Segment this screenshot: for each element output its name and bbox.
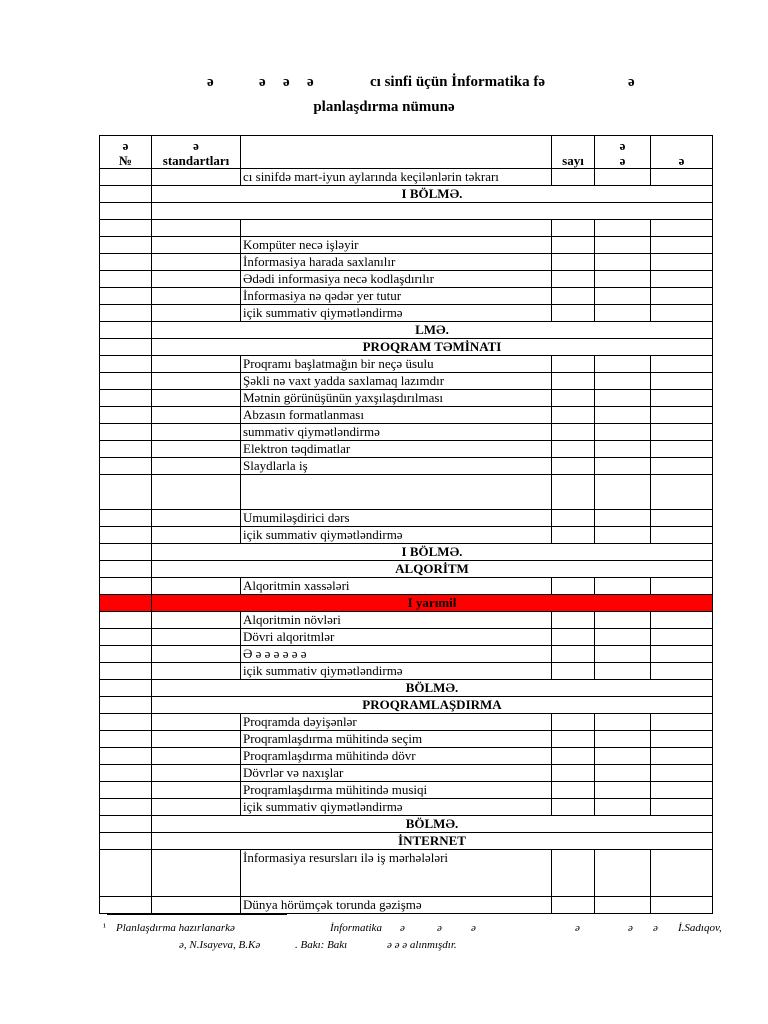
hours-cell xyxy=(552,612,595,629)
footnote-marker: ¹ xyxy=(103,922,106,933)
row-number-cell xyxy=(100,799,152,816)
row-number-cell xyxy=(100,288,152,305)
date-cell xyxy=(595,663,651,680)
row-number-cell xyxy=(100,714,152,731)
section-heading-cell: PROQRAMLAŞDIRMA xyxy=(152,697,713,714)
semester-marker-cell: I yarımil xyxy=(152,595,713,612)
footnote-fragment: ə, N.Isayeva, B.Kə xyxy=(179,939,261,951)
hours-cell xyxy=(552,663,595,680)
table-row xyxy=(100,731,713,748)
row-number-cell xyxy=(100,629,152,646)
hours-cell xyxy=(552,220,595,237)
topic-cell: İnformasiya nə qədər yer tutur xyxy=(241,288,552,305)
note-cell xyxy=(651,897,713,914)
table-row xyxy=(100,782,713,799)
standard-cell xyxy=(152,458,241,475)
hours-cell xyxy=(552,458,595,475)
topic-cell: içik summativ qiymətləndirmə xyxy=(241,663,552,680)
topic-cell: Dövri alqoritmlər xyxy=(241,629,552,646)
hours-cell xyxy=(552,646,595,663)
header-col5 xyxy=(595,136,651,169)
standard-cell xyxy=(152,475,241,510)
date-cell xyxy=(595,271,651,288)
table-row xyxy=(100,748,713,765)
date-cell xyxy=(595,799,651,816)
hours-cell xyxy=(552,356,595,373)
table-row xyxy=(100,356,713,373)
row-number-cell xyxy=(100,697,152,714)
hours-cell xyxy=(552,424,595,441)
standard-cell xyxy=(152,390,241,407)
footnote-fragment: . Bakı: Bakı xyxy=(295,939,348,951)
hours-cell xyxy=(552,578,595,595)
date-cell xyxy=(595,169,651,186)
note-cell xyxy=(651,782,713,799)
row-number-cell xyxy=(100,271,152,288)
topic-cell: Alqoritmin növləri xyxy=(241,612,552,629)
section-heading-cell: BÖLMƏ. xyxy=(152,816,713,833)
date-cell xyxy=(595,527,651,544)
table-row xyxy=(100,510,713,527)
row-number-cell xyxy=(100,390,152,407)
note-cell xyxy=(651,646,713,663)
row-number-cell xyxy=(100,850,152,897)
date-cell xyxy=(595,782,651,799)
date-cell xyxy=(595,850,651,897)
topic-cell: Proqramlaşdırma mühitində musiqi xyxy=(241,782,552,799)
note-cell xyxy=(651,169,713,186)
topic-cell: İnformasiya harada saxlanılır xyxy=(241,254,552,271)
table-row xyxy=(100,254,713,271)
standard-cell xyxy=(152,731,241,748)
date-cell xyxy=(595,578,651,595)
hours-cell xyxy=(552,510,595,527)
date-cell xyxy=(595,714,651,731)
topic-cell: içik summativ qiymətləndirmə xyxy=(241,799,552,816)
hours-cell xyxy=(552,897,595,914)
standard-cell xyxy=(152,850,241,897)
date-cell xyxy=(595,254,651,271)
row-number-cell xyxy=(100,544,152,561)
footnote-fragment: Planlaşdırma hazırlanarkə xyxy=(116,922,235,934)
header-topic xyxy=(241,136,552,169)
table-row xyxy=(100,271,713,288)
section-heading-cell xyxy=(152,203,713,220)
row-number-cell xyxy=(100,407,152,424)
section-heading-cell: ALQORİTM xyxy=(152,561,713,578)
table-row xyxy=(100,169,713,186)
standard-cell xyxy=(152,782,241,799)
row-number-cell xyxy=(100,816,152,833)
hours-cell xyxy=(552,288,595,305)
header-count xyxy=(552,136,595,169)
table-row xyxy=(100,220,713,237)
date-cell xyxy=(595,441,651,458)
topic-cell: Ə ə ə ə ə ə ə xyxy=(241,646,552,663)
table-row xyxy=(100,373,713,390)
note-cell xyxy=(651,629,713,646)
table-row xyxy=(100,595,713,612)
standard-cell xyxy=(152,424,241,441)
note-cell xyxy=(651,237,713,254)
table-row xyxy=(100,663,713,680)
footnote-fragment: ə xyxy=(471,922,476,934)
topic-cell: Proqramlaşdırma mühitində dövr xyxy=(241,748,552,765)
row-number-cell xyxy=(100,561,152,578)
topic-cell xyxy=(241,475,552,510)
footnote-fragment: ə ə ə alınmışdır. xyxy=(387,939,457,951)
table-row xyxy=(100,799,713,816)
standard-cell xyxy=(152,897,241,914)
note-cell xyxy=(651,527,713,544)
table-row xyxy=(100,578,713,595)
hours-cell xyxy=(552,765,595,782)
table-row xyxy=(100,527,713,544)
topic-cell xyxy=(241,220,552,237)
date-cell xyxy=(595,220,651,237)
table-row xyxy=(100,305,713,322)
table-row xyxy=(100,897,713,914)
row-number-cell xyxy=(100,782,152,799)
note-cell xyxy=(651,458,713,475)
row-number-cell xyxy=(100,510,152,527)
header-standards-top: ə xyxy=(193,138,199,153)
standard-cell xyxy=(152,527,241,544)
header-col6 xyxy=(651,136,713,169)
title-fragment: ə xyxy=(628,74,635,90)
date-cell xyxy=(595,407,651,424)
date-cell xyxy=(595,629,651,646)
standard-cell xyxy=(152,799,241,816)
row-number-cell xyxy=(100,373,152,390)
header-standards xyxy=(152,136,241,169)
section-heading-cell: I BÖLMƏ. xyxy=(152,544,713,561)
note-cell xyxy=(651,714,713,731)
topic-cell: Proqramlaşdırma mühitində seçim xyxy=(241,731,552,748)
topic-cell: içik summativ qiymətləndirmə xyxy=(241,527,552,544)
header-col5-top: ə xyxy=(619,138,626,153)
hours-cell xyxy=(552,305,595,322)
note-cell xyxy=(651,799,713,816)
table-row xyxy=(100,203,713,220)
topic-cell: Dünya hörümçək torunda gəzişmə xyxy=(241,897,552,914)
topic-cell: Alqoritmin xassələri xyxy=(241,578,552,595)
row-number-cell xyxy=(100,578,152,595)
table-row xyxy=(100,237,713,254)
note-cell xyxy=(651,424,713,441)
hours-cell xyxy=(552,475,595,510)
section-heading-cell: LMƏ. xyxy=(152,322,713,339)
date-cell xyxy=(595,510,651,527)
hours-cell xyxy=(552,390,595,407)
note-cell xyxy=(651,578,713,595)
standard-cell xyxy=(152,748,241,765)
row-number-cell xyxy=(100,458,152,475)
table-row xyxy=(100,441,713,458)
header-number-top: ə xyxy=(122,138,129,153)
note-cell xyxy=(651,254,713,271)
table-row xyxy=(100,697,713,714)
row-number-cell xyxy=(100,322,152,339)
date-cell xyxy=(595,612,651,629)
table-row xyxy=(100,850,713,897)
standard-cell xyxy=(152,237,241,254)
row-number-cell xyxy=(100,339,152,356)
hours-cell xyxy=(552,799,595,816)
note-cell xyxy=(651,356,713,373)
standard-cell xyxy=(152,373,241,390)
table-row xyxy=(100,629,713,646)
footnote-separator xyxy=(107,914,287,915)
date-cell xyxy=(595,748,651,765)
topic-cell: içik summativ qiymətləndirmə xyxy=(241,305,552,322)
row-number-cell xyxy=(100,765,152,782)
table-row xyxy=(100,714,713,731)
section-heading-cell: BÖLMƏ. xyxy=(152,680,713,697)
topic-cell: cı sinifdə mart-iyun aylarında keçilənlərin təkrarı xyxy=(241,169,552,186)
hours-cell xyxy=(552,254,595,271)
date-cell xyxy=(595,288,651,305)
table-row xyxy=(100,765,713,782)
row-number-cell xyxy=(100,897,152,914)
standard-cell xyxy=(152,510,241,527)
footnote-fragment: İnformatika xyxy=(330,922,382,934)
standard-cell xyxy=(152,169,241,186)
date-cell xyxy=(595,731,651,748)
standard-cell xyxy=(152,714,241,731)
row-number-cell xyxy=(100,475,152,510)
table-row xyxy=(100,475,713,510)
table-row xyxy=(100,458,713,475)
date-cell xyxy=(595,765,651,782)
standard-cell xyxy=(152,441,241,458)
standard-cell xyxy=(152,765,241,782)
topic-cell: İnformasiya resursları ilə iş mərhələləri xyxy=(241,850,552,897)
row-number-cell xyxy=(100,424,152,441)
row-number-cell xyxy=(100,169,152,186)
standard-cell xyxy=(152,271,241,288)
standard-cell xyxy=(152,356,241,373)
standard-cell xyxy=(152,305,241,322)
topic-cell: summativ qiymətləndirmə xyxy=(241,424,552,441)
table-row xyxy=(100,390,713,407)
date-cell xyxy=(595,646,651,663)
table-row xyxy=(100,561,713,578)
topic-cell: Abzasın formatlanması xyxy=(241,407,552,424)
date-cell xyxy=(595,356,651,373)
note-cell xyxy=(651,731,713,748)
note-cell xyxy=(651,748,713,765)
note-cell xyxy=(651,220,713,237)
row-number-cell xyxy=(100,305,152,322)
note-cell xyxy=(651,612,713,629)
row-number-cell xyxy=(100,527,152,544)
row-number-cell xyxy=(100,254,152,271)
date-cell xyxy=(595,390,651,407)
note-cell xyxy=(651,850,713,897)
table-row xyxy=(100,612,713,629)
section-heading-cell: İNTERNET xyxy=(152,833,713,850)
table-row xyxy=(100,339,713,356)
title-fragment: ə xyxy=(207,74,214,90)
hours-cell xyxy=(552,714,595,731)
standard-cell xyxy=(152,612,241,629)
row-number-cell xyxy=(100,663,152,680)
topic-cell: Proqramda dəyişənlər xyxy=(241,714,552,731)
plan-table-body xyxy=(100,169,713,914)
hours-cell xyxy=(552,271,595,288)
row-number-cell xyxy=(100,612,152,629)
note-cell xyxy=(651,475,713,510)
date-cell xyxy=(595,237,651,254)
date-cell xyxy=(595,897,651,914)
standard-cell xyxy=(152,578,241,595)
title-fragment: cı sinfi üçün İnformatika fə xyxy=(370,74,546,90)
footnote-fragment: ə xyxy=(653,922,658,934)
hours-cell xyxy=(552,237,595,254)
row-number-cell xyxy=(100,237,152,254)
table-row xyxy=(100,833,713,850)
row-number-cell xyxy=(100,441,152,458)
note-cell xyxy=(651,765,713,782)
standard-cell xyxy=(152,254,241,271)
table-header-row xyxy=(100,136,713,169)
note-cell xyxy=(651,407,713,424)
topic-cell: Kompüter necə işləyir xyxy=(241,237,552,254)
row-number-cell xyxy=(100,748,152,765)
header-col5-bottom: ə xyxy=(619,153,626,168)
plan-table xyxy=(99,135,713,914)
header-standards-bottom: standartları xyxy=(162,153,230,168)
footnote-fragment: ə xyxy=(575,922,580,934)
table-row xyxy=(100,186,713,203)
row-number-cell xyxy=(100,220,152,237)
row-number-cell xyxy=(100,833,152,850)
hours-cell xyxy=(552,850,595,897)
topic-cell: Slaydlarla iş xyxy=(241,458,552,475)
date-cell xyxy=(595,305,651,322)
section-heading-cell: I BÖLMƏ. xyxy=(152,186,713,203)
standard-cell xyxy=(152,220,241,237)
table-row xyxy=(100,646,713,663)
table-row xyxy=(100,424,713,441)
hours-cell xyxy=(552,731,595,748)
footnote-fragment: İ.Sadıqov, xyxy=(678,922,722,934)
note-cell xyxy=(651,288,713,305)
table-row xyxy=(100,816,713,833)
footnote-fragment: ə xyxy=(437,922,442,934)
table-row xyxy=(100,322,713,339)
header-number xyxy=(100,136,152,169)
date-cell xyxy=(595,458,651,475)
hours-cell xyxy=(552,748,595,765)
footnote-fragment: ə xyxy=(400,922,405,934)
note-cell xyxy=(651,663,713,680)
row-number-cell xyxy=(100,680,152,697)
note-cell xyxy=(651,510,713,527)
topic-cell: Proqramı başlatmağın bir neçə üsulu xyxy=(241,356,552,373)
hours-cell xyxy=(552,373,595,390)
table-row xyxy=(100,544,713,561)
title-fragment: ə xyxy=(307,74,314,90)
table-row xyxy=(100,288,713,305)
standard-cell xyxy=(152,407,241,424)
note-cell xyxy=(651,305,713,322)
date-cell xyxy=(595,424,651,441)
topic-cell: Dövrlər və naxışlar xyxy=(241,765,552,782)
topic-cell: Şəkli nə vaxt yadda saxlamaq lazımdır xyxy=(241,373,552,390)
topic-cell: Mətnin görünüşünün yaxşılaşdırılması xyxy=(241,390,552,407)
header-number-bottom: № xyxy=(118,153,133,168)
title-fragment: ə xyxy=(283,74,290,90)
note-cell xyxy=(651,373,713,390)
row-number-cell xyxy=(100,595,152,612)
topic-cell: Elektron təqdimatlar xyxy=(241,441,552,458)
hours-cell xyxy=(552,441,595,458)
table-row xyxy=(100,680,713,697)
document-title-line2: planlaşdırma nümunə xyxy=(313,99,455,115)
row-number-cell xyxy=(100,186,152,203)
table-row xyxy=(100,407,713,424)
topic-cell: Umumiləşdirici dərs xyxy=(241,510,552,527)
row-number-cell xyxy=(100,646,152,663)
date-cell xyxy=(595,373,651,390)
hours-cell xyxy=(552,629,595,646)
document-title-line1 xyxy=(0,74,768,98)
note-cell xyxy=(651,441,713,458)
row-number-cell xyxy=(100,356,152,373)
note-cell xyxy=(651,390,713,407)
hours-cell xyxy=(552,407,595,424)
standard-cell xyxy=(152,663,241,680)
date-cell xyxy=(595,475,651,510)
hours-cell xyxy=(552,169,595,186)
standard-cell xyxy=(152,646,241,663)
header-count-label: sayı xyxy=(562,153,584,168)
row-number-cell xyxy=(100,203,152,220)
hours-cell xyxy=(552,782,595,799)
section-heading-cell: PROQRAM TƏMİNATI xyxy=(152,339,713,356)
standard-cell xyxy=(152,629,241,646)
title-fragment: ə xyxy=(259,74,266,90)
hours-cell xyxy=(552,527,595,544)
note-cell xyxy=(651,271,713,288)
standard-cell xyxy=(152,288,241,305)
row-number-cell xyxy=(100,731,152,748)
topic-cell: Ədədi informasiya necə kodlaşdırılır xyxy=(241,271,552,288)
header-col6-label: ə xyxy=(678,153,685,168)
footnote-fragment: ə xyxy=(628,922,633,934)
